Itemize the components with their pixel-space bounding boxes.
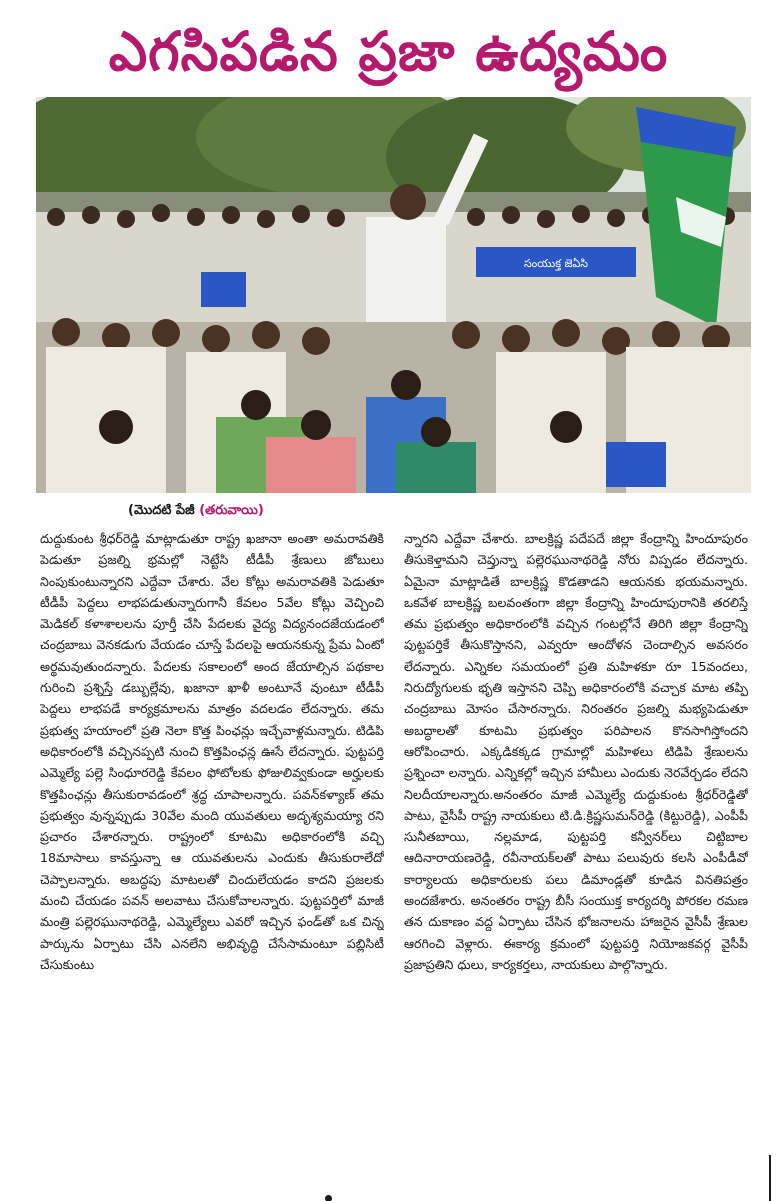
credit-suffix: (తరువాయి)	[199, 503, 264, 518]
article-right-text: న్నారని ఎద్దేవా చేశారు. బాలక్రిష్ణ పదేపదే జిల్లా కేంద్రాన్ని హిందూపురం తీసుకెళ్తామని చెప్తున్నా పల్లెరఘునాథరెడ్డి నోరు విప్పడం లేదన్నారు. ఏమైనా మాట్లాడితే బాలక్రిష్ణ కొడతాడని ఆయనకు భయమన్నారు. ఒకవేళ బాలక్రిష్ణ బలవంతంగా జిల్లా కేంద్రాన్ని హిందూపురానికి తరలిస్తే తమ ప్రభుత్వం అధికారంలోకి వచ్చిన గంటల్లోనే తిరిగి జిల్లా కేంద్రాన్ని పుట్టపర్తికే తీసుకొస్తానని, ఎవ్వరూ ఆందోళన చెందాల్సిన అవసరం లేదన్నారు. ఎన్నికల సమయంలో ప్రతి మహిళకూ రూ 15వందలు, నిరుద్యోగులకు భృతి ఇస్తానని చెప్పి అధికారంలోకి వచ్చాక మాట తప్పి చంద్రబాబు మోసం చేసారన్నారు. నిరంతరం ప్రజల్ని మభ్యపెడుతూ అబద్ధాలతో కూటమి ప్రభుత్వం పరిపాలన కొనసాగిస్తోందని ఆరోపించారు. ఎక్కడికక్కడ గ్రామాల్లో మహిళలు టిడిపి శ్రేణులను ప్రశ్నించా లన్నారు. ఎన్నికల్లో ఇచ్చిన హామీలు ఎందుకు నెరవేర్చడం లేదని నిలదీయాలన్నారు.అనంతరం మాజీ ఎమ్మెల్యే దుద్దుకుంట శ్రీధర్‌రెడ్డితో పాటు, వైసీపీ రాష్ట్ర నాయకులు టి.డి.క్రిష్ణసుమన్‌రెడ్డి (కిట్టురెడ్డి), ఎంపీపీ సునీతబాయి, నల్లమాడ, పుట్టపర్తి కన్వీనర్‌లు చిట్టిబాల ఆదినారాయణరెడ్డి, రవీనాయక్‌లతో పాటు పలువురు కలసి ఎంపీడీవో కార్యాలయ అధికారులకు పలు డిమాండ్లతో కూడిన వినతిపత్రం అందజేశారు. అనంతరం రాష్ట్ర బీసీ సంయుక్త కార్యదర్శి పోరకల రమణ తన దుకాణం వద్ద ఏర్పాటు చేసిన భోజనాలను హాజరైన వైసీపీ శ్రేణుల ఆరగించి వెళ్లారు. ఈకార్య క్రమంలో పుట్టపర్తి నియోజకవర్గ వైసీపీ ప్రజాప్రతిని ధులు, కార్యకర్తలు, నాయకులు పాల్గొన్నారు.	[404, 531, 748, 972]
credit-prefix: (మొదటి పేజీ	[128, 503, 195, 518]
column-rule	[769, 1155, 771, 1201]
protest-photo-icon	[36, 97, 751, 493]
banner-text: సంయుక్త జెఏసి	[523, 257, 589, 270]
bottom-cut-strip	[40, 1192, 740, 1201]
article-right-column	[404, 528, 748, 1178]
headline: ఎగసిపడిన ప్రజా ఉద్యమం	[108, 20, 669, 83]
page-credit	[128, 500, 264, 522]
top-cut-text-strip	[40, 0, 500, 6]
bottom-dot	[325, 1195, 332, 1201]
article-photo	[36, 97, 751, 493]
article-left-text: దుద్దుకుంట శ్రీధర్‌రెడ్డి మాట్లాడుతూ రాష్ట్ర ఖజానా అంతా అమరావతికి పెడుతూ ప్రజల్ని భ్రమల్లో నెట్టేసి టీడీపీ శ్రేణులు జోబులు నింపుకుంటున్నారని ఎద్దేవా చేశారు. వేల కోట్లు అమరావతికి పెడుతూ టీడీపీ పెద్దలు లాభపడుతున్నారుగానీ కేవలం 5వేల కోట్లు వెచ్చించి మెడికల్ కళాశాలలను పూర్తీ చేసి పేదలకు వైద్య విద్యనందజేయడంలో చంద్రబాబు వెనకడుగు వేయడం చూస్తే పేదలపై ఆయనకున్న ప్రేమ ఏంటో అర్థమవుతుందన్నారు. పేదలకు సకాలంలో అంద జేయాల్సిన పథకాల గురించి ప్రశ్నిస్తే డబ్బుల్లేవు, ఖజానా ఖాళీ అంటూనే వుంటూ టీడీపీ పెద్దలు లాభపడే కార్యక్రమాలను మాత్రం వదలడం లేదన్నారు. తమ ప్రభుత్వ హయాంలో ప్రతి నెలా కొత్త పింఛన్లు ఇచ్చేవాళ్లమన్నారు. టిడిపి అధికారంలోకి వచ్చినప్పటి నుంచి కొత్తపింఛన్ల ఊసే లేదన్నారు. పుట్టపర్తి ఎమ్మెల్యే పల్లె సింధూరరెడ్డి కేవలం ఫోటోలకు ఫోజులివ్వకుండా అర్హులకు కొత్తపింఛన్లు తీసుకురావడంలో శ్రద్ధ చూపాలన్నారు. పవన్‌కళ్యాణ్ తమ ప్రభుత్వం వున్నప్పుడు 30వేల మంది యువతులు అదృశ్యమయ్యా రని ప్రచారం చేశారన్నారు. రాష్ట్రంలో కూటమి అధికారంలోకి వచ్చి 18మాసాలు కావస్తున్నా ఆ యువతులను ఎందుకు తీసుకురాలేదో చెప్పాలన్నారు. అబద్ధపు మాటలతో చిందులేయడం కాదని ప్రజలకు మంచి చేయడం పవన్ అలవాటు చేసుకోవాలన్నారు. పుట్టపర్తిలో మాజీ మంత్రి పల్లెరఘునాథరెడ్డి, ఎమ్మెల్యేలు ఎవరో ఇచ్చిన ఫండ్‌తో ఒక చిన్న పార్కును ఏర్పాటు చేసి ఎనలేని అభివృద్ధి చేసేసామంటూ పబ్లిసిటీ చేసుకుంటు	[40, 531, 384, 972]
article-left-column	[40, 528, 384, 1178]
